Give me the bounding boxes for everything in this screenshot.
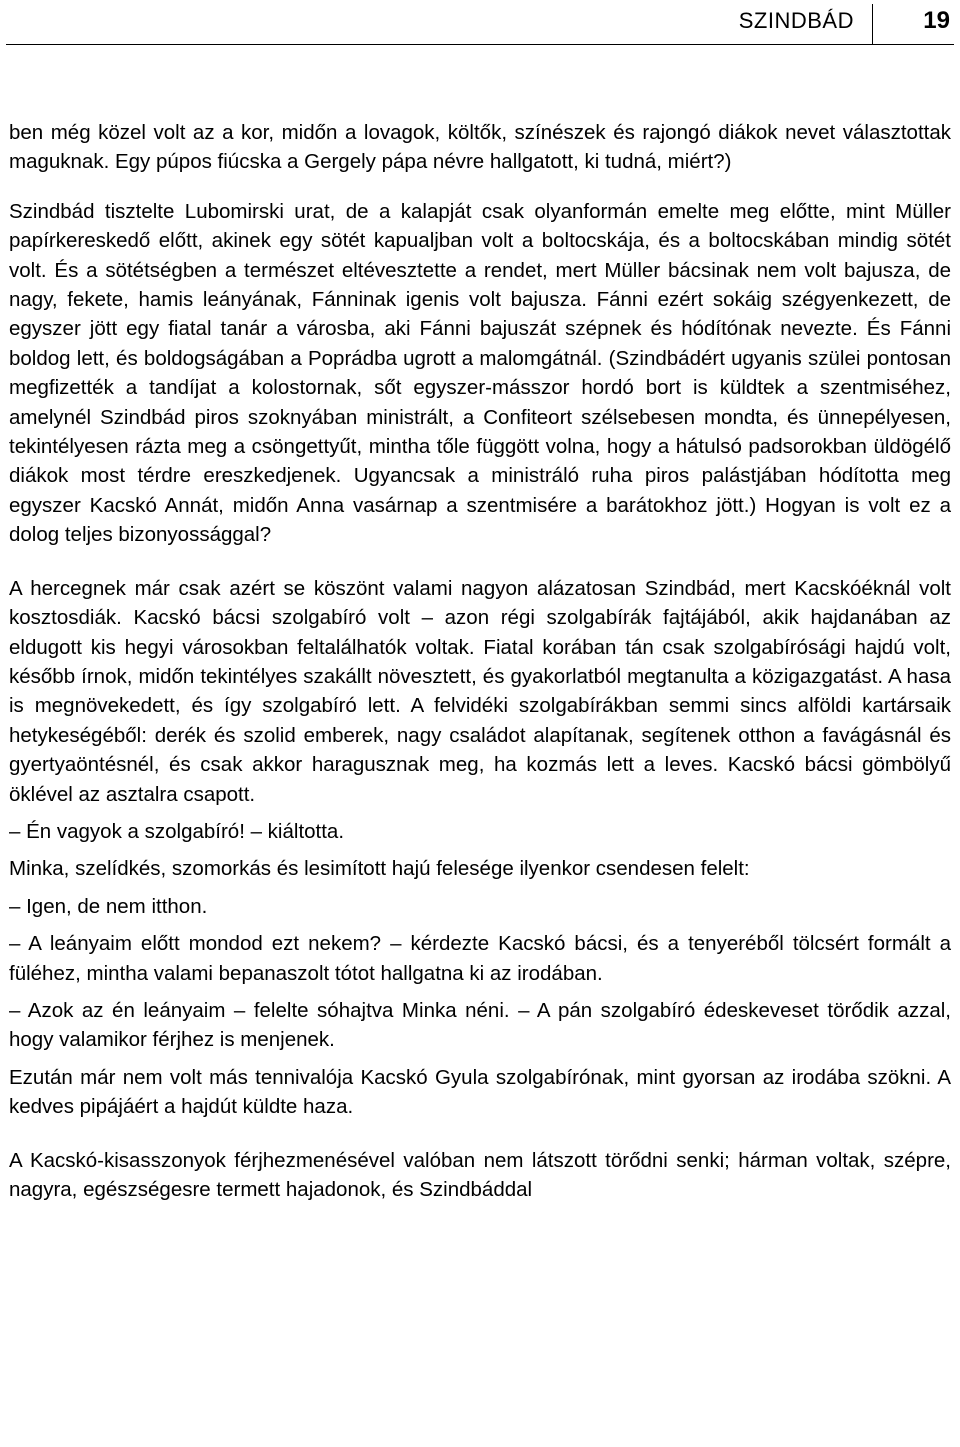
paragraph: A hercegnek már csak azért se köszönt valami nagyon alázatosan Szindbád, mert Kacskóéknál volt kosztosdiák. Kacskó bácsi szolgabíró volt – azon régi szolgabírák fajtájából, akik hajdanában az eldugott kis hegyi városokban feltalálhatók voltak. Fiatal korában tán csak szolgabírósági hajdú volt, később írnok, midőn tekintélyes szakállt növesztett, és gyakorlatból megtanulta a közigazgatást. A hasa is megnövekedett, és így szolgabíró lett. A felvidéki szolgabírákban semmi sincs alföldi kartársaik hetykeségéből: derék és szolid emberek, nagy családot alapítanak, segítenek otthon a favágásnál és gyertyaöntésnél, és csak akkor haragusznak meg, ha kozmás lett a leves. Kacskó bácsi gömbölyű öklével az asztalra csapott. [9, 576, 951, 806]
dialogue-line: – Igen, de nem itthon. [9, 894, 208, 918]
dialogue-line: – Én vagyok a szolgabíró! – kiáltotta. [9, 819, 345, 843]
page-number: 19 [923, 7, 950, 34]
paragraph: Szindbád tisztelte Lubomirski urat, de a kalapját csak olyanformán emelte meg előtte, mint Müller papírkereskedő előtt, akinek egy sötét kapualjban volt a boltocskája, és a boltocskában mindig sötét volt. És a sötétségben a természet eltévesztette a rendet, mert Müller bácsinak nem volt bajusza, de nagy, fekete, hamis leányának, Fánninak igenis volt bajusza. Fánni ezért sokáig szégyenkezett, de egyszer jött egy fiatal tanár a városba, aki Fánni bajuszát szépnek és hódítónak nevezte. És Fánni boldog lett, és boldogságában a Poprádba ugrott a malomgátnál. (Szindbádért ugyanis szülei pontosan megfizették a tandíjat a kolostornak, sőt egyszer-másszor hordó bort is küldtek a szentmiséhez, amelynél Szindbád piros szoknyában ministrált, a Confiteort szélsebesen mondta, és ünnepélyesen, tekintélyesen rázta meg a csöngettyűt, mintha tőle függött volna, hogy a hátulsó padsorokban üldögélő diákok most térdre ereszkedjenek. Ugyancsak a ministráló ruha piros palástjában hódította meg egyszer Kacskó Annát, midőn Anna vasárnap a szentmisére a barátokhoz jött.) Hogyan is volt ez a dolog teljes bizonyossággal? [9, 199, 951, 547]
header-divider [872, 4, 873, 44]
paragraph: ben még közel volt az a kor, midőn a lovagok, költők, színészek és rajongó diákok nevet választottak maguknak. Egy púpos fiúcska a Gergely pápa névre hallgatott, ki tudná, miért?) [9, 121, 951, 174]
running-title: SZINDBÁD [738, 8, 854, 33]
paragraph: A Kacskó-kisasszonyok férjhezmenésével valóban nem látszott törődni senki; hárman voltak, szépre, nagyra, egészségesre termett hajadonok, és Szindbáddal [9, 1148, 951, 1201]
header-rule [6, 44, 954, 45]
dialogue-line: – A leányaim előtt mondod ezt nekem? – kérdezte Kacskó bácsi, és a tenyeréből tölcsért formált a füléhez, mintha valami bepanaszolt tótot hallgatna ki az irodában. [9, 932, 951, 985]
paragraph: Minka, szelídkés, szomorkás és lesimított hajú felesége ilyenkor csendesen felelt: [9, 857, 750, 881]
page-body [9, 118, 951, 1204]
running-header [0, 0, 960, 46]
dialogue-line: – Azok az én leányaim – felelte sóhajtva Minka néni. – A pán szolgabíró édeskeveset törődik azzal, hogy valamikor férjhez is menjenek. [9, 998, 951, 1052]
paragraph: Ezután már nem volt más tennivalója Kacskó Gyula szolgabírónak, mint gyorsan az irodába szökni. A kedves pipájáért a hajdút küldte haza. [9, 1065, 951, 1119]
